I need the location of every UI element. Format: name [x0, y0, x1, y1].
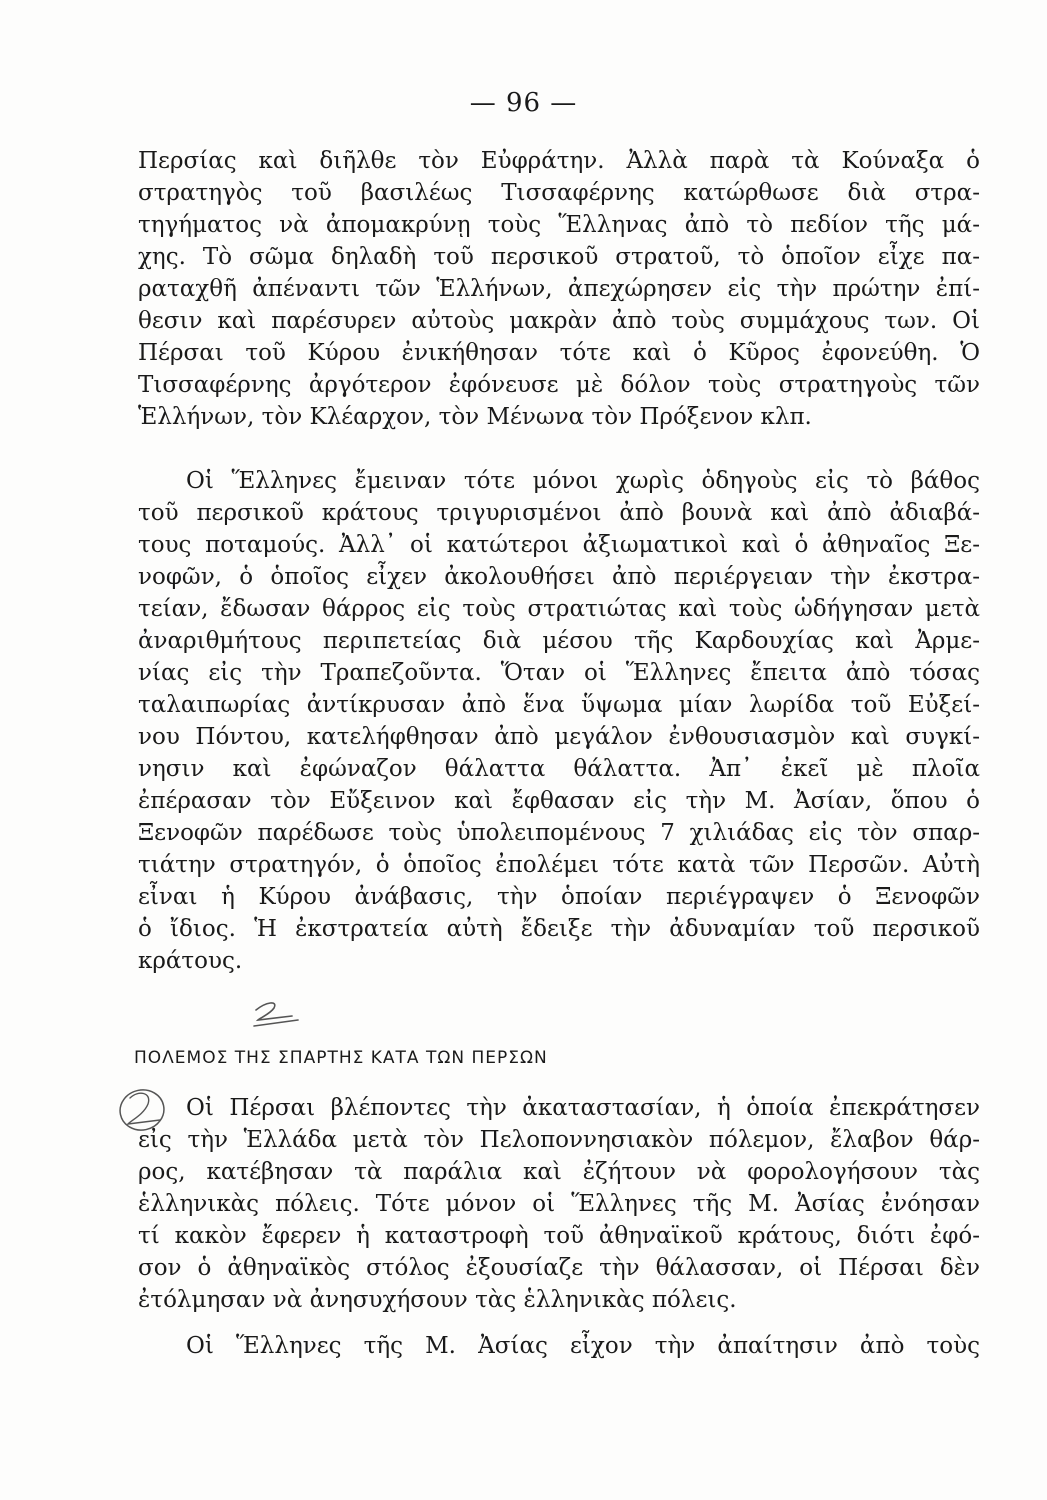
paragraph-1 [138, 145, 980, 433]
text-line: στρατηγὸς τοῦ βασιλέως Τισσαφέρνης κατώρθωσε διὰ στρα- [138, 180, 980, 206]
text-line: ὁ ἴδιος. Ἡ ἐκστρατεία αὐτὴ ἔδειξε τὴν ἀδυναμίαν τοῦ περσικοῦ [138, 916, 980, 942]
text-line: Πέρσαι τοῦ Κύρου ἐνικήθησαν τότε καὶ ὁ Κῦρος ἐφονεύθη. Ὁ [138, 340, 980, 366]
paragraph-4 [138, 1330, 980, 1362]
text-line: Ξενοφῶν παρέδωσε τοὺς ὑπολειπομένους 7 χιλιάδας εἰς τὸν σπαρ- [138, 820, 980, 846]
text-line: κράτους. [138, 948, 243, 974]
text-line: σον ὁ ἀθηναϊκὸς στόλος ἐξουσίαζε τὴν θάλασσαν, οἱ Πέρσαι δὲν [138, 1255, 980, 1281]
text-line: χης. Τὸ σῶμα δηλαδὴ τοῦ περσικοῦ στρατοῦ, τὸ ὁποῖον εἶχε πα- [138, 244, 980, 270]
text-line: τοῦ περσικοῦ κράτους τριγυρισμένοι ἀπὸ βουνὰ καὶ ἀπὸ ἀδιαβά- [138, 500, 980, 526]
text-line: εἶναι ἡ Κύρου ἀνάβασις, τὴν ὁποίαν περιέγραψεν ὁ Ξενοφῶν [138, 884, 980, 910]
text-line: ρος, κατέβησαν τὰ παράλια καὶ ἐζήτουν νὰ φορολογήσουν τὰς [138, 1159, 980, 1185]
pencil-scribble-icon [248, 996, 304, 1030]
text-line: νίας εἰς τὴν Τραπεζοῦντα. Ὅταν οἱ Ἕλληνες ἔπειτα ἀπὸ τόσας [138, 660, 980, 686]
text-line: ἐπέρασαν τὸν Εὔξεινον καὶ ἔφθασαν εἰς τὴν Μ. Ἀσίαν, ὅπου ὁ [138, 788, 980, 814]
text-line: ἀναριθμήτους περιπετείας διὰ μέσου τῆς Καρδουχίας καὶ Ἀρμε- [138, 628, 980, 654]
text-line: Οἱ Ἕλληνες ἔμειναν τότε μόνοι χωρὶς ὁδηγοὺς εἰς τὸ βάθος [186, 468, 980, 494]
text-line: ραταχθῆ ἀπέναντι τῶν Ἑλλήνων, ἀπεχώρησεν εἰς τὴν πρώτην ἐπί- [138, 276, 980, 302]
text-line: θεσιν καὶ παρέσυρεν αὐτοὺς μακρὰν ἀπὸ τοὺς συμμάχους των. Οἱ [138, 308, 980, 334]
text-line: Τισσαφέρνης ἀργότερον ἐφόνευσε μὲ δόλον τοὺς στρατηγοὺς τῶν [138, 372, 980, 398]
text-line: Ἑλλήνων, τὸν Κλέαρχον, τὸν Μένωνα τὸν Πρόξενον κλπ. [138, 404, 812, 430]
text-line: νοφῶν, ὁ ὁποῖος εἶχεν ἀκολουθήσει ἀπὸ περιέργειαν τὴν ἐκστρα- [138, 564, 980, 590]
text-line: τείαν, ἔδωσαν θάρρος εἰς τοὺς στρατιώτας καὶ τοὺς ὡδήγησαν μετὰ [138, 596, 980, 622]
text-line: Περσίας καὶ διῆλθε τὸν Εὐφράτην. Ἀλλὰ παρὰ τὰ Κούναξα ὁ [138, 148, 980, 174]
page-number: — 96 — [469, 88, 578, 118]
text-line: τηγήματος νὰ ἀπομακρύνῃ τοὺς Ἕλληνας ἀπὸ τὸ πεδίον τῆς μά- [138, 212, 980, 238]
text-line: ἐτόλμησαν νὰ ἀνησυχήσουν τὰς ἑλληνικὰς πόλεις. [138, 1287, 737, 1313]
text-line: εἰς τὴν Ἑλλάδα μετὰ τὸν Πελοποννησιακὸν πόλεμον, ἔλαβον θάρ- [138, 1127, 980, 1153]
paragraph-2 [138, 465, 980, 977]
text-line: ἑλληνικὰς πόλεις. Τότε μόνον οἱ Ἕλληνες τῆς Μ. Ἀσίας ἐνόησαν [138, 1191, 980, 1217]
section-heading: ΠΟΛΕΜΟΣ ΤΗΣ ΣΠΑΡΤΗΣ ΚΑΤΑ ΤΩΝ ΠΕΡΣΩΝ [134, 1048, 548, 1068]
text-line: τί κακὸν ἔφερεν ἡ καταστροφὴ τοῦ ἀθηναϊκοῦ κράτους, διότι ἐφό- [138, 1223, 980, 1249]
text-line: νησιν καὶ ἐφώναζον θάλαττα θάλαττα. Ἀπ᾽ ἐκεῖ μὲ πλοῖα [138, 756, 980, 782]
text-line: Οἱ Ἕλληνες τῆς Μ. Ἀσίας εἶχον τὴν ἀπαίτησιν ἀπὸ τοὺς [186, 1333, 980, 1359]
text-line: νου Πόντου, κατελήφθησαν ἀπὸ μεγάλον ἐνθουσιασμὸν καὶ συγκί- [138, 724, 980, 750]
text-line: Οἱ Πέρσαι βλέποντες τὴν ἀκαταστασίαν, ἡ ὁποία ἐπεκράτησεν [186, 1095, 980, 1121]
text-line: τιάτην στρατηγόν, ὁ ὁποῖος ἐπολέμει τότε κατὰ τῶν Περσῶν. Αὐτὴ [138, 852, 980, 878]
paragraph-3 [138, 1092, 980, 1316]
text-line: τους ποταμούς. Ἀλλ᾽ οἱ κατώτεροι ἀξιωματικοὶ καὶ ὁ ἀθηναῖος Ξε- [138, 532, 980, 558]
text-line: ταλαιπωρίας ἀντίκρυσαν ἀπὸ ἕνα ὕψωμα μίαν λωρίδα τοῦ Εὐξεί- [138, 692, 980, 718]
